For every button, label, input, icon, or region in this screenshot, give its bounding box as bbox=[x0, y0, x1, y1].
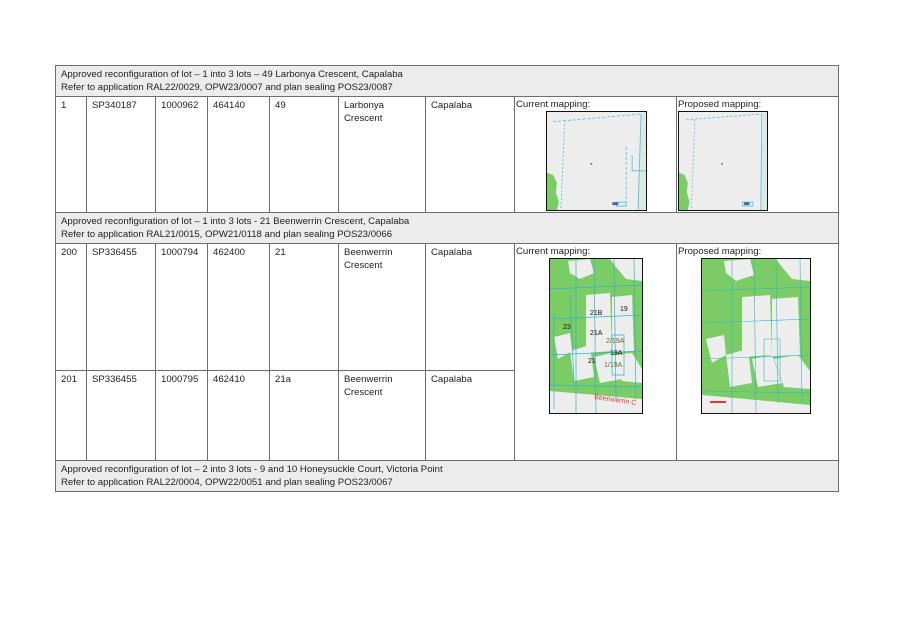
section-reference: Refer to application RAL22/0029, OPW23/0007 and plan sealing POS23/0087 bbox=[61, 82, 393, 93]
section-header bbox=[56, 213, 839, 244]
street-name-line1: Beenwerrin bbox=[344, 247, 393, 258]
map-label-lot-19a: 19A bbox=[610, 350, 623, 357]
lot-reconfiguration-table bbox=[55, 65, 839, 492]
street-number-cell: 21a bbox=[270, 371, 339, 461]
section-reference: Refer to application RAL22/0004, OPW22/0051 and plan sealing POS23/0067 bbox=[61, 477, 393, 488]
section-reference: Refer to application RAL21/0015, OPW21/0118 and plan sealing POS23/0066 bbox=[61, 229, 393, 240]
parcel-cell: 464140 bbox=[208, 97, 270, 213]
current-mapping-label: Current mapping: bbox=[516, 246, 591, 257]
proposed-mapping-map-image bbox=[701, 258, 811, 414]
street-name-cell bbox=[339, 244, 426, 371]
item-number-cell: 1 bbox=[56, 97, 87, 213]
section-title: Approved reconfiguration of lot – 2 into 3 lots - 9 and 10 Honeysuckle Court, Victoria Point bbox=[61, 464, 443, 475]
current-mapping-map-image bbox=[546, 111, 647, 211]
lot-id-cell: 1000962 bbox=[156, 97, 208, 213]
street-name-line2: Crescent bbox=[344, 113, 383, 124]
street-name-line2: Crescent bbox=[344, 387, 383, 398]
current-mapping-cell bbox=[515, 244, 677, 461]
current-map-graphic bbox=[547, 112, 646, 210]
parcel-cell: 462410 bbox=[208, 371, 270, 461]
map-label-street: Beenwerrin C bbox=[593, 394, 637, 407]
street-number-cell: 49 bbox=[270, 97, 339, 213]
street-name-cell bbox=[339, 371, 426, 461]
item-number-cell: 201 bbox=[56, 371, 87, 461]
proposed-mapping-label: Proposed mapping: bbox=[678, 246, 762, 257]
map-label-lot-21: 21 bbox=[588, 358, 596, 365]
street-name-line2: Crescent bbox=[344, 260, 383, 271]
street-name-cell bbox=[339, 97, 426, 213]
map-label-lot-23: 23 bbox=[563, 324, 571, 331]
lot-id-cell: 1000795 bbox=[156, 371, 208, 461]
street-name-line1: Larbonya bbox=[344, 100, 385, 111]
table-row bbox=[56, 97, 839, 213]
map-label-lot-1-19a: 1/19A bbox=[604, 362, 623, 369]
plan-cell: SP336455 bbox=[87, 244, 156, 371]
section-title: Approved reconfiguration of lot – 1 into 3 lots – 49 Larbonya Crescent, Capalaba bbox=[61, 69, 403, 80]
current-mapping-map-image bbox=[549, 258, 643, 414]
current-mapping-label: Current mapping: bbox=[516, 99, 591, 110]
section-header bbox=[56, 66, 839, 97]
suburb-cell: Capalaba bbox=[426, 244, 515, 371]
table-row bbox=[56, 244, 839, 371]
current-map-graphic bbox=[550, 259, 642, 413]
street-name-line1: Beenwerrin bbox=[344, 374, 393, 385]
suburb-cell: Capalaba bbox=[426, 97, 515, 213]
proposed-mapping-cell bbox=[677, 244, 839, 461]
map-label-lot-19: 19 bbox=[620, 306, 628, 313]
current-mapping-cell bbox=[515, 97, 677, 213]
proposed-map-graphic bbox=[702, 259, 810, 413]
item-number-cell: 200 bbox=[56, 244, 87, 371]
parcel-cell: 462400 bbox=[208, 244, 270, 371]
map-label-lot-21a: 21A bbox=[590, 330, 603, 337]
plan-cell: SP336455 bbox=[87, 371, 156, 461]
proposed-mapping-cell bbox=[677, 97, 839, 213]
proposed-map-graphic bbox=[679, 112, 767, 210]
map-label-lot-21b: 21B bbox=[590, 310, 603, 317]
suburb-cell: Capalaba bbox=[426, 371, 515, 461]
proposed-mapping-label: Proposed mapping: bbox=[678, 99, 762, 110]
section-header bbox=[56, 461, 839, 492]
map-label-lot-2-19a: 2/19A bbox=[606, 338, 625, 345]
plan-cell: SP340187 bbox=[87, 97, 156, 213]
street-number-cell: 21 bbox=[270, 244, 339, 371]
section-title: Approved reconfiguration of lot – 1 into 3 lots - 21 Beenwerrin Crescent, Capalaba bbox=[61, 216, 410, 227]
proposed-mapping-map-image bbox=[678, 111, 768, 211]
lot-id-cell: 1000794 bbox=[156, 244, 208, 371]
